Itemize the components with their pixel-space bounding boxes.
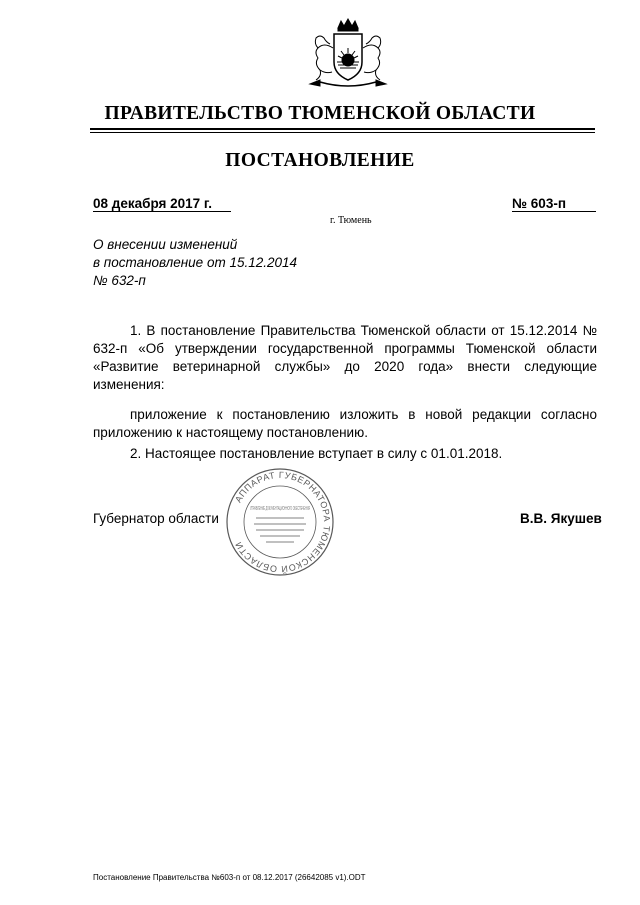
subject-line: в постановление от 15.12.2014 [93,255,298,270]
number-underline [512,211,596,212]
document-type-title: ПОСТАНОВЛЕНИЕ [225,150,415,171]
header-divider-thin [90,132,595,133]
signer-title: Губернатор области [93,511,219,526]
document-date: 08 декабря 2017 г. [93,196,212,211]
subject-line: № 632-п [93,273,146,288]
signer-name: В.В. Якушев [520,511,602,526]
coat-of-arms-emblem [300,18,396,92]
document-number: № 603-п [512,196,566,211]
date-underline [93,211,231,212]
organization-title: ПРАВИТЕЛЬСТВО ТЮМЕНСКОЙ ОБЛАСТИ [104,103,536,124]
header-divider-thick [90,128,595,130]
body-paragraph-1: 1. В постановление Правительства Тюменской области от 15.12.2014 № 632-п «Об утверждении государственной программы Тюменской области «Развитие ветеринарной службы» до 2020 года» внести следующие изменения: [93,323,597,392]
stamp-ring-text: АППАРАТ ГУБЕРНАТОРА ТЮМЕНСКОЙ ОБЛАСТИ [233,469,333,575]
body-paragraph-2: приложение к постановлению изложить в новой редакции согласно приложению к настоящему постановлению. [93,407,597,440]
subject-line: О внесении изменений [93,237,238,252]
document-footer: Постановление Правительства №603-п от 08.12.2017 (26642085 v1).ODT [93,873,366,882]
document-subject [93,236,297,290]
official-stamp [224,466,336,578]
stamp-inner-text: УПРАВЛЕНИЕ ДОКУМЕНТАЦИОННОГО ОБЕСПЕЧЕНИЯ [250,506,311,512]
body-paragraph-3: 2. Настоящее постановление вступает в силу с 01.01.2018. [130,446,503,461]
document-city: г. Тюмень [330,215,372,226]
